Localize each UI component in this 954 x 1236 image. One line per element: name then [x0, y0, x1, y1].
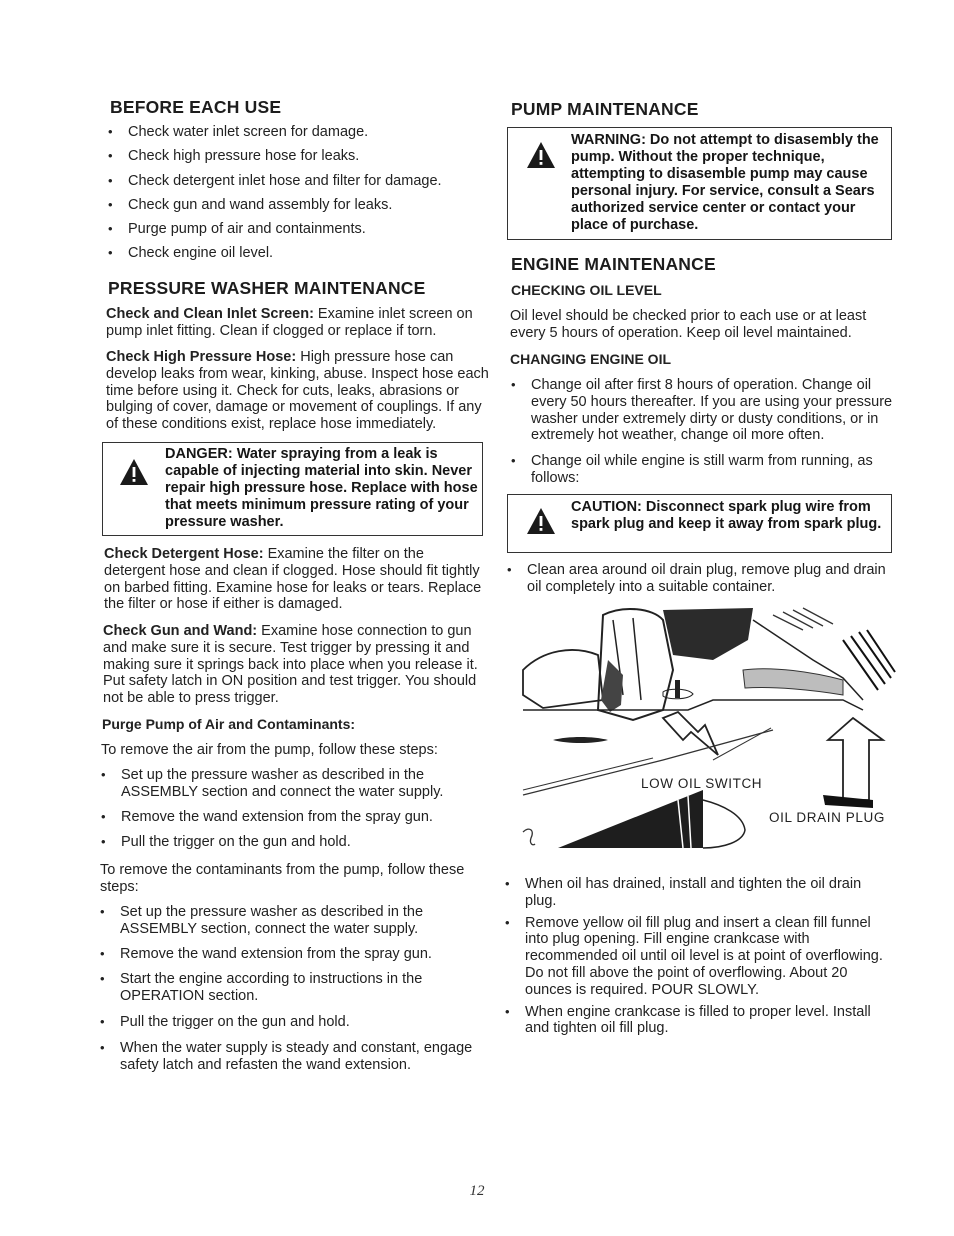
- inlet-screen-lead: Check and Clean Inlet Screen:: [106, 306, 314, 322]
- list-item: • Pull the trigger on the gun and hold.: [99, 834, 475, 851]
- purge-heading: Purge Pump of Air and Contaminants:: [102, 716, 356, 732]
- low-oil-switch-label: LOW OIL SWITCH: [641, 776, 763, 791]
- list-item: • Pull the trigger on the gun and hold.: [98, 1014, 474, 1031]
- danger-box: [102, 442, 483, 536]
- refill-list: [503, 876, 889, 1037]
- air-intro: To remove the air from the pump, follow these steps:: [101, 742, 438, 758]
- list-item: • When oil has drained, install and tighten the oil drain plug.: [503, 876, 889, 910]
- list-item: • Change oil while engine is still warm from running, as follows:: [509, 453, 893, 487]
- detergent-hose-paragraph: [104, 546, 486, 613]
- danger-text: DANGER: Water spraying from a leak is capable of injecting material into skin. Never repair high pressure hose. Replace with hose that meets minimum pressure rating of your pressure washer.: [165, 446, 478, 530]
- list-item: • Remove the wand extension from the spray gun.: [99, 809, 475, 826]
- gun-wand-lead: Check Gun and Wand:: [103, 623, 258, 639]
- before-each-use-heading: BEFORE EACH USE: [110, 97, 282, 117]
- list-item: • Start the engine according to instructions in the OPERATION section.: [98, 971, 474, 1005]
- contaminants-intro: To remove the contaminants from the pump, follow these steps:: [100, 862, 465, 895]
- pressure-washer-maintenance-heading: PRESSURE WASHER MAINTENANCE: [108, 278, 426, 298]
- gun-wand-body: Examine hose connection to gun and make sure it is secure. Test trigger by pressing it and making sure it springs back into place when you release it. Put safety latch in ON position and test trigger. You should not be able to press trigger.: [103, 623, 478, 707]
- warning-triangle-icon: [119, 458, 149, 486]
- list-item: • Change oil after first 8 hours of operation. Change oil every 50 hours thereafter. If you are using your pressure washer under extremely dirty or dusty conditions, or in extremely hot weather, change oil more often.: [509, 377, 893, 444]
- gun-wand-paragraph: [103, 623, 489, 707]
- warning-box: [507, 127, 892, 240]
- contaminants-steps-list: [98, 904, 474, 1073]
- before-each-use-list: [106, 124, 486, 262]
- air-steps-list: [99, 767, 475, 851]
- list-item: • Clean area around oil drain plug, remove plug and drain oil completely into a suitable container.: [505, 562, 891, 596]
- list-item: • Check water inlet screen for damage.: [106, 124, 486, 141]
- list-item: • Check detergent inlet hose and filter for damage.: [106, 173, 486, 190]
- inlet-screen-body: Examine inlet screen on pump inlet fitting. Clean if clogged or replace if torn.: [106, 306, 473, 339]
- pump-maintenance-heading: PUMP MAINTENANCE: [511, 99, 699, 119]
- list-item: • Check high pressure hose for leaks.: [106, 148, 486, 165]
- list-item: • When engine crankcase is filled to proper level. Install and tighten oil fill plug.: [503, 1004, 889, 1038]
- list-item: • Remove yellow oil fill plug and insert a clean fill funnel into plug opening. Fill engine crankcase with recommended oil until oil level is at point of overflowing. Do not fill above the point of overflowing. About 20 ounces is required. POUR SLOWLY.: [503, 915, 889, 999]
- list-item: • Set up the pressure washer as described in the ASSEMBLY section and connect the water supply.: [99, 767, 475, 801]
- warning-text: WARNING: Do not attempt to disasembly the pump. Without the proper technique, attempting to disasemble pump may cause personal injury. For service, consult a Sears authorized service center or contact your place of purchase.: [571, 132, 879, 233]
- drain-list: [505, 562, 891, 596]
- oil-drain-diagram: [513, 600, 897, 860]
- changing-oil-list: [509, 377, 893, 487]
- inlet-screen-paragraph: [106, 306, 490, 340]
- detergent-hose-lead: Check Detergent Hose:: [104, 546, 264, 562]
- checking-oil-level-heading: CHECKING OIL LEVEL: [511, 282, 662, 298]
- list-item: • Check engine oil level.: [106, 245, 486, 262]
- checking-oil-level-body: Oil level should be checked prior to each use or at least every 5 hours of operation. Keep oil level maintained.: [510, 308, 867, 341]
- list-item: • Check gun and wand assembly for leaks.: [106, 197, 486, 214]
- warning-triangle-icon: [526, 507, 556, 535]
- detergent-hose-body: Examine the filter on the detergent hose and clean if clogged. Hose should fit tightly on barbed fitting. Examine hose for leaks or tears. Replace the filter or hose if either is damaged.: [104, 546, 482, 613]
- caution-box: [507, 494, 892, 553]
- engine-maintenance-heading: ENGINE MAINTENANCE: [511, 254, 716, 274]
- list-item: • Remove the wand extension from the spray gun.: [98, 946, 474, 963]
- warning-triangle-icon: [526, 141, 556, 169]
- list-item: • Purge pump of air and containments.: [106, 221, 486, 238]
- list-item: • Set up the pressure washer as described in the ASSEMBLY section, connect the water supply.: [98, 904, 474, 938]
- list-item: • When the water supply is steady and constant, engage safety latch and refasten the wand extension.: [98, 1040, 474, 1074]
- high-pressure-hose-paragraph: [106, 349, 492, 433]
- caution-text: CAUTION: Disconnect spark plug wire from spark plug and keep it away from spark plug.: [571, 499, 882, 532]
- oil-drain-plug-label: OIL DRAIN PLUG: [769, 810, 885, 825]
- page-number: 12: [469, 1183, 485, 1199]
- changing-engine-oil-heading: CHANGING ENGINE OIL: [510, 351, 672, 367]
- high-pressure-hose-body: High pressure hose can develop leaks from wear, kinking, abuse. Inspect hose each time before using it. Check for cuts, leaks, abrasions or bulging of cover, damage or movement of couplings. If any of these conditions exist, replace hose immediately.: [106, 349, 489, 433]
- high-pressure-hose-lead: Check High Pressure Hose:: [106, 349, 297, 365]
